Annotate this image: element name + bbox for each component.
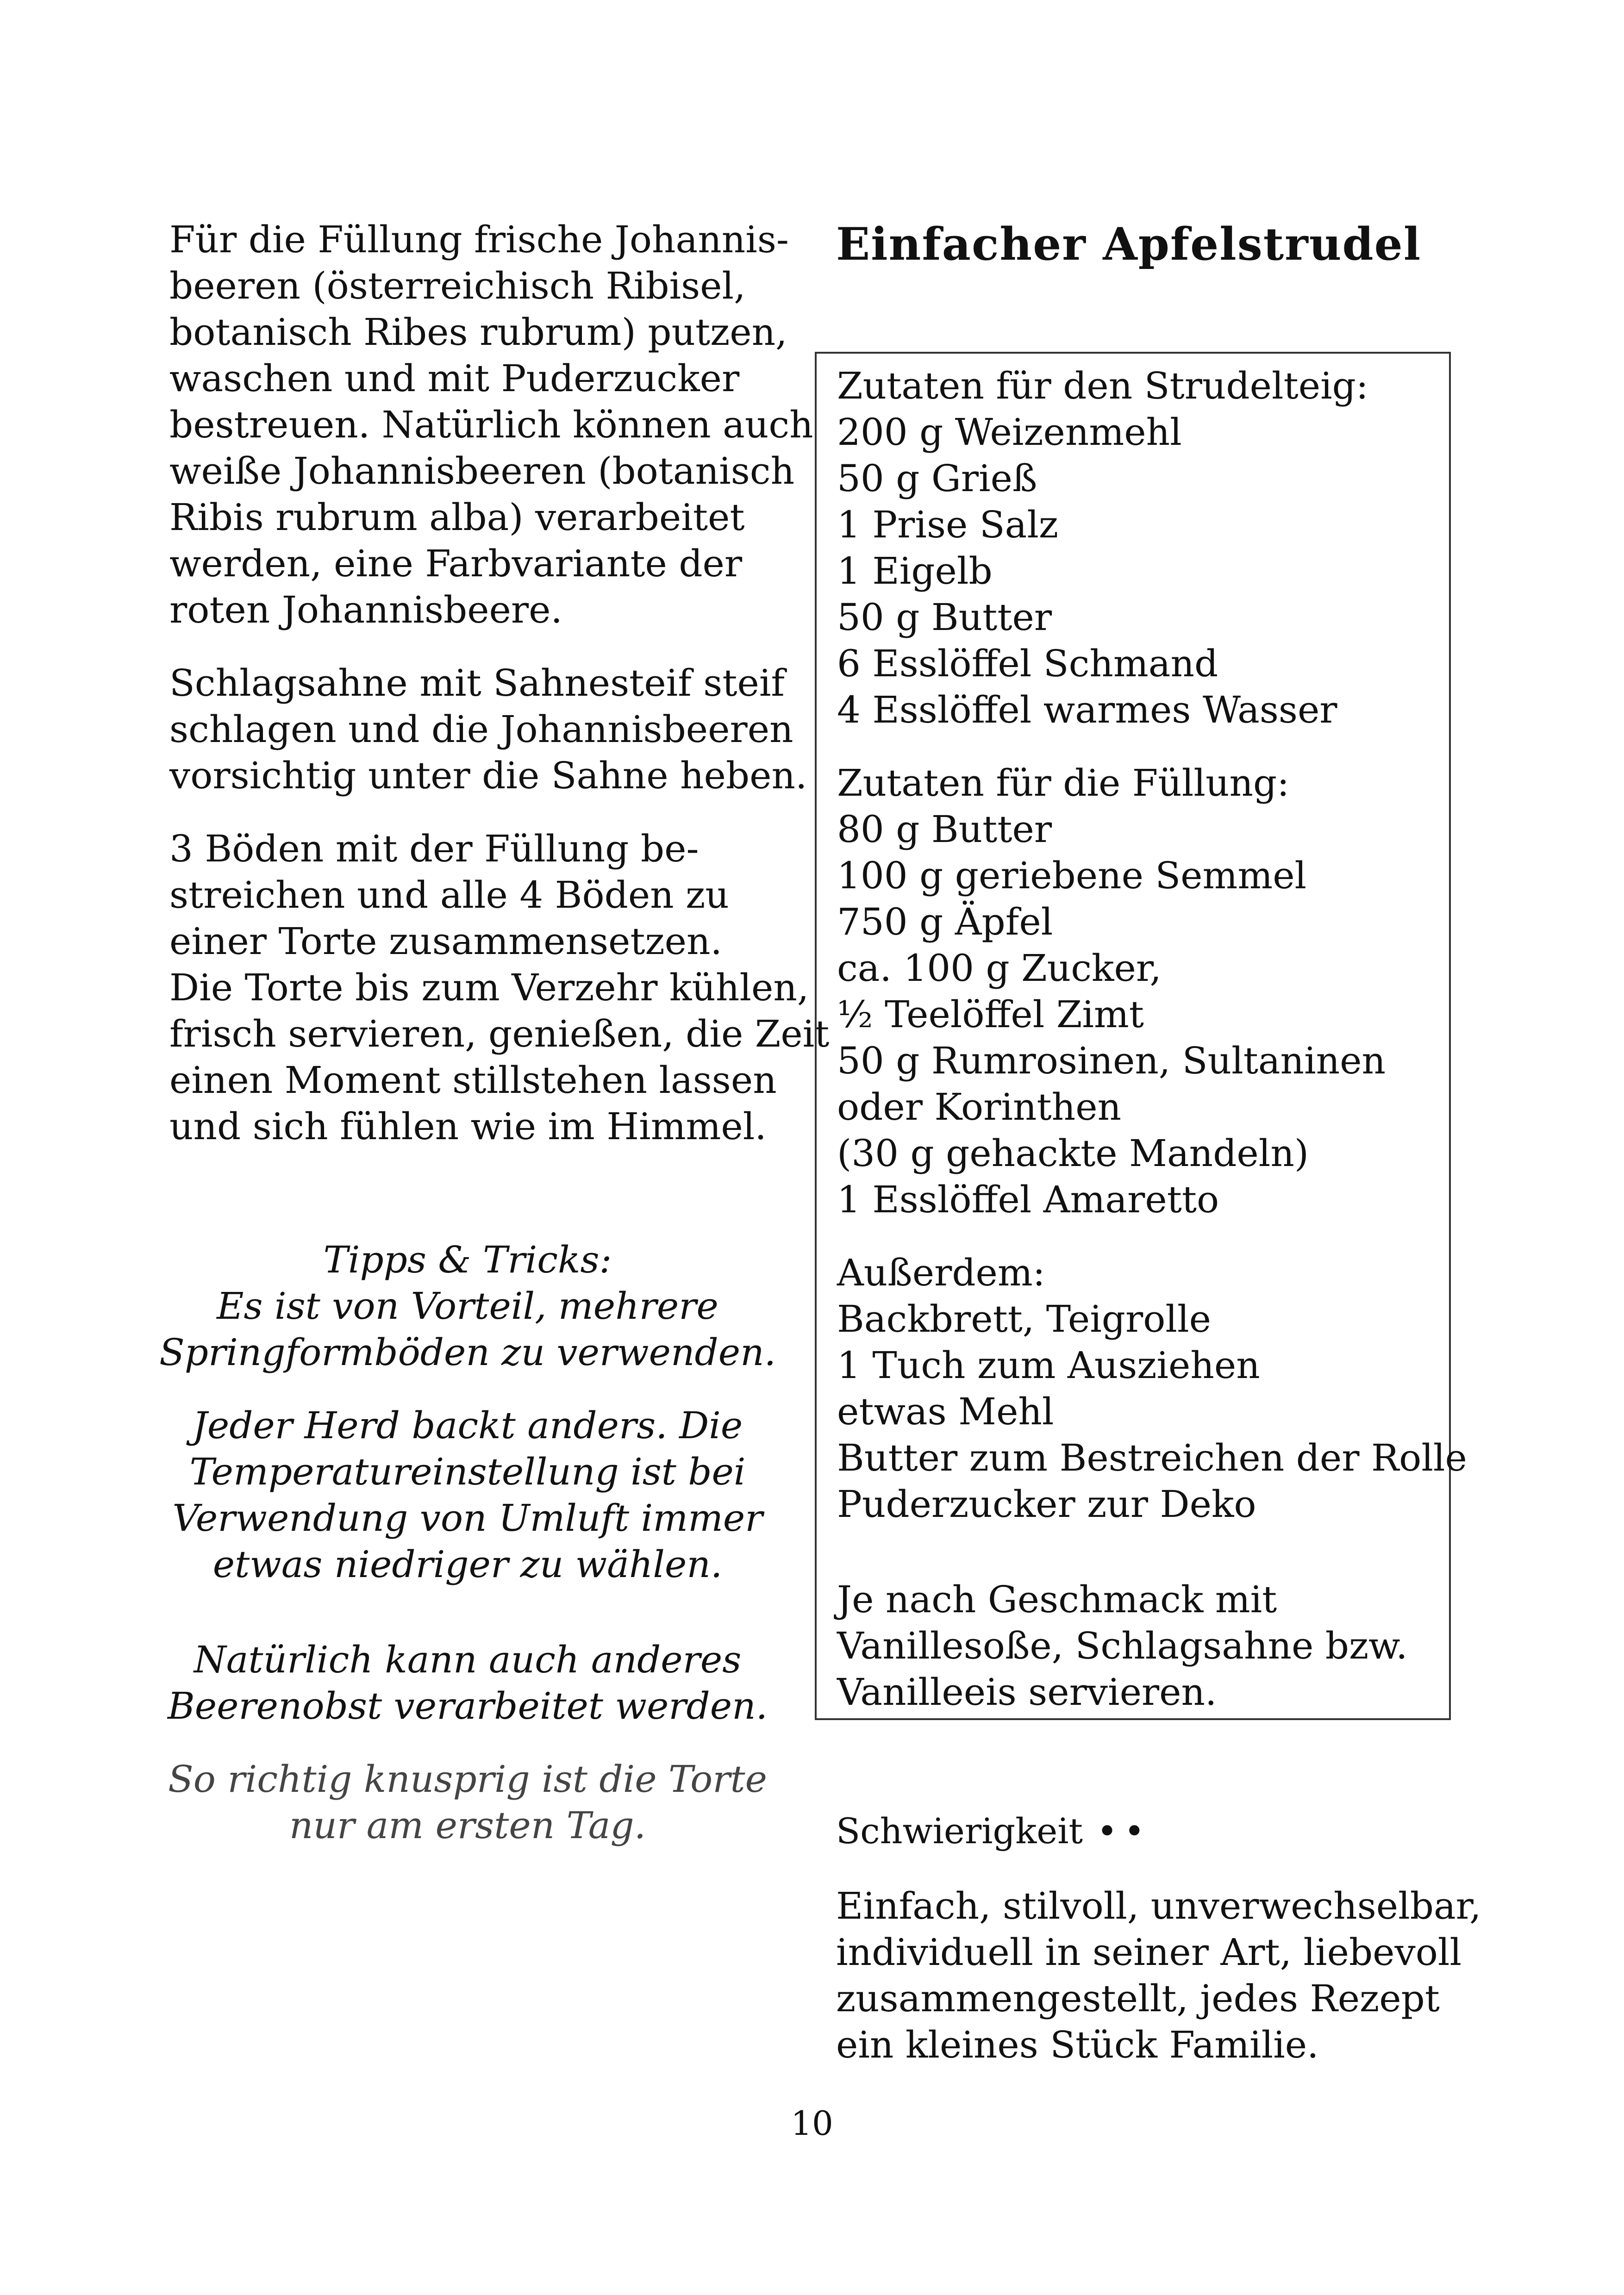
ingredient-line: Butter zum Bestreichen der Rolle — [837, 1436, 1467, 1479]
text-line: ein kleines Stück Familie. — [836, 2023, 1319, 2066]
difficulty-rating — [836, 1808, 1151, 1854]
text-line: zusammengestellt, jedes Rezept — [836, 1977, 1440, 2020]
text-line: Beerenobst verarbeitet werden. — [167, 1684, 768, 1727]
text-line: Ribis rubrum alba) verarbeitet — [169, 496, 745, 539]
text-line: Die Torte bis zum Verzehr kühlen, — [169, 966, 809, 1009]
ingredient-line: 4 Esslöffel warmes Wasser — [837, 688, 1337, 731]
text-line: einer Torte zusammensetzen. — [169, 920, 722, 963]
text-line: bestreuen. Natürlich können auch — [169, 403, 813, 446]
ingredient-line: 50 g Rumrosinen, Sultaninen — [837, 1039, 1386, 1082]
text-line: Springformböden zu verwenden. — [159, 1331, 776, 1374]
text-line: waschen und mit Puderzucker — [169, 357, 740, 400]
text-line: vorsichtig unter die Sahne heben. — [169, 754, 807, 797]
ingredient-line: ca. 100 g Zucker, — [837, 947, 1162, 990]
text-line: schlagen und die Johannisbeeren — [169, 708, 793, 751]
filling-ingredients — [837, 760, 1467, 1223]
ingredient-line: 1 Prise Salz — [837, 503, 1059, 546]
text-line: Vanillesoße, Schlagsahne bzw. — [837, 1624, 1408, 1667]
filling-paragraph — [169, 217, 813, 633]
tips-block — [157, 1403, 778, 1588]
text-line: roten Johannisbeere. — [169, 588, 562, 631]
tips-heading: Tipps & Tricks: — [323, 1238, 612, 1281]
difficulty-label: Schwierigkeit — [836, 1810, 1083, 1852]
ingredient-line: 1 Eigelb — [837, 549, 993, 592]
text-line: nur am ersten Tag. — [289, 1804, 646, 1847]
text-line: einen Moment stillstehen lassen — [169, 1059, 777, 1102]
tips-block — [157, 1237, 778, 1376]
ingredients-box — [815, 352, 1467, 1720]
ingredient-line: 1 Tuch zum Ausziehen — [837, 1344, 1260, 1387]
text-line: Natürlich kann auch anderes — [194, 1638, 742, 1681]
page-number: 10 — [791, 2104, 833, 2143]
text-line: individuell in seiner Art, liebevoll — [836, 1931, 1462, 1974]
text-line: 3 Böden mit der Füllung be- — [169, 827, 699, 870]
equipment-list — [837, 1250, 1467, 1528]
group-heading: Zutaten für die Füllung: — [837, 761, 1290, 804]
serving-suggestion — [837, 1577, 1467, 1715]
text-line: Je nach Geschmack mit — [837, 1578, 1277, 1621]
ingredient-line: 200 g Weizenmehl — [837, 411, 1182, 454]
text-line: Für die Füllung frische Johannis- — [169, 218, 789, 261]
tips-block — [157, 1637, 778, 1729]
text-line: weiße Johannisbeeren (botanisch — [169, 449, 795, 493]
text-line: Jeder Herd backt anders. Die — [192, 1404, 743, 1447]
text-line: Verwendung von Umluft immer — [172, 1497, 763, 1540]
text-line: frisch servieren, genießen, die Zeit — [169, 1012, 830, 1055]
recipe-title: Einfacher Apfelstrudel — [836, 218, 1422, 270]
cream-paragraph — [169, 660, 807, 799]
ingredients-list — [837, 363, 1467, 1742]
group-heading: Zutaten für den Strudelteig: — [837, 364, 1368, 407]
closing-text — [836, 1883, 1481, 2068]
ingredient-line: (30 g gehackte Mandeln) — [837, 1132, 1309, 1175]
ingredient-line: Puderzucker zur Deko — [837, 1483, 1256, 1526]
ingredient-line: ½ Teelöffel Zimt — [837, 993, 1144, 1036]
ingredient-line: Backbrett, Teigrolle — [837, 1297, 1211, 1341]
text-line: streichen und alle 4 Böden zu — [169, 873, 729, 917]
ingredient-line: 50 g Butter — [837, 596, 1052, 639]
text-line: und sich fühlen wie im Himmel. — [169, 1105, 767, 1148]
text-line: Temperatureinstellung ist bei — [189, 1450, 746, 1493]
tips-block — [157, 1756, 778, 1849]
dough-ingredients — [837, 363, 1467, 733]
text-line: So richtig knusprig ist die Torte — [168, 1758, 768, 1801]
group-heading: Außerdem: — [837, 1251, 1045, 1294]
left-column — [169, 217, 830, 1177]
text-line: Schlagsahne mit Sahnesteif steif — [169, 661, 785, 705]
ingredient-line: etwas Mehl — [837, 1390, 1054, 1433]
ingredient-line: 1 Esslöffel Amaretto — [837, 1178, 1219, 1221]
text-line: etwas niedriger zu wählen. — [212, 1543, 723, 1586]
ingredient-line: 100 g geriebene Semmel — [837, 854, 1307, 897]
text-line: werden, eine Farbvariante der — [169, 542, 743, 585]
text-line: botanisch Ribes rubrum) putzen, — [169, 311, 787, 354]
text-line: Einfach, stilvoll, unverwechselbar, — [836, 1884, 1481, 1927]
ingredient-line: 6 Esslöffel Schmand — [837, 642, 1218, 685]
difficulty-dots: •• — [1097, 1810, 1151, 1852]
ingredient-line: 50 g Grieß — [837, 457, 1037, 500]
ingredient-line: 80 g Butter — [837, 808, 1052, 851]
text-line: beeren (österreichisch Ribisel, — [169, 264, 746, 307]
text-line: Vanilleeis servieren. — [837, 1671, 1217, 1714]
tips-section — [157, 1237, 778, 1876]
ingredient-line: oder Korinthen — [837, 1085, 1122, 1129]
assembly-paragraph — [169, 826, 830, 1150]
ingredient-line: 750 g Äpfel — [837, 900, 1053, 943]
text-line: Es ist von Vorteil, mehrere — [217, 1285, 718, 1328]
